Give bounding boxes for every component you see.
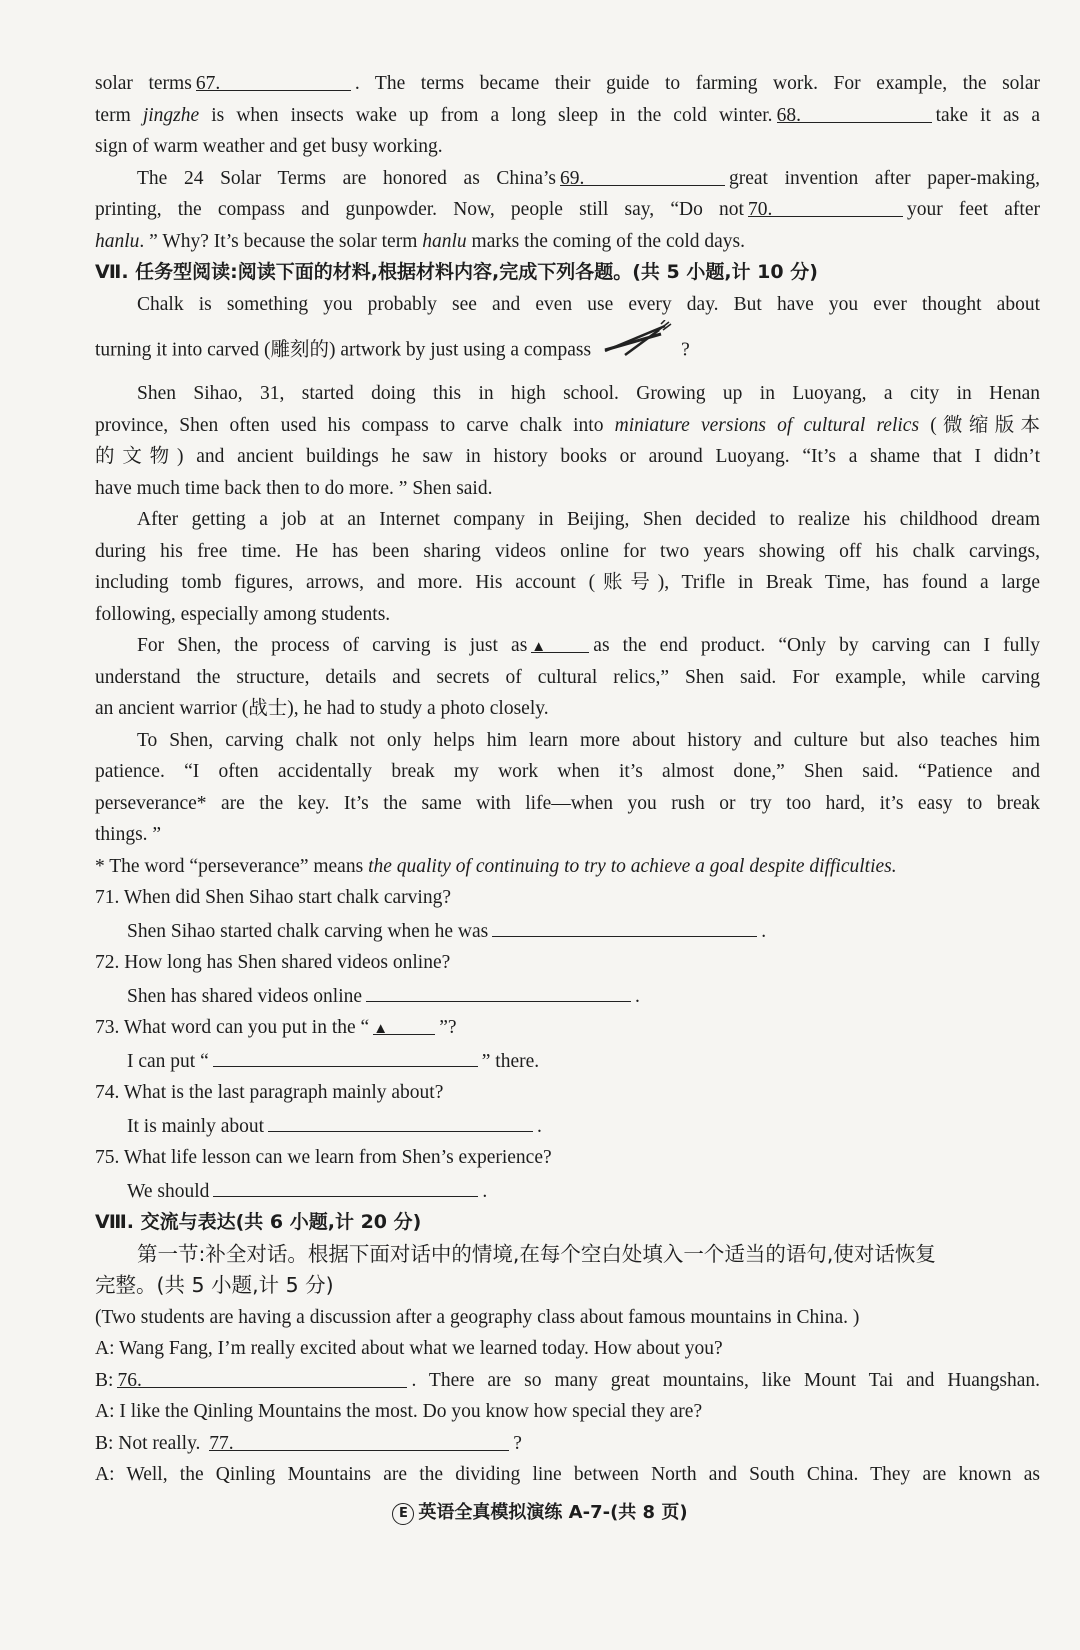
section-8-instruction-line-1: 第一节:补全对话。根据下面对话中的情境,在每个空白处填入一个适当的语句,使对话恢复 <box>137 1241 936 1266</box>
reading-p3-line-3: including tomb figures, arrows, and more. His account (账号), Trifle in Break Time, has found a large <box>95 572 1040 593</box>
answer-blank-74[interactable] <box>268 1109 533 1132</box>
reading-p3-line-4: following, especially among students. <box>95 603 391 625</box>
reading-p2-line-2: province, Shen often used his compass to carve chalk into miniature versions of cultural relics (微缩版本 <box>95 414 1041 436</box>
answer-73: I can put “ ” there. <box>95 1044 1040 1078</box>
answer-blank-67[interactable]: 67. <box>196 68 351 91</box>
passage-line-6: hanlu. ” Why? It’s because the solar term hanlu marks the coming of the cold days. <box>95 230 746 252</box>
triangle-blank[interactable]: ▲ <box>531 630 589 653</box>
dialogue-line-a1: A: Wang Fang, I’m really excited about what we learned today. How about you? <box>95 1338 723 1359</box>
question-74: 74. What is the last paragraph mainly about? <box>95 1082 444 1103</box>
section-8-heading: Ⅷ. 交流与表达(共 6 小题,计 20 分) <box>95 1211 422 1233</box>
dialogue-line-b1: B: 76. . There are so many great mountains, like Mount Tai and Huangshan. <box>95 1365 1040 1397</box>
answer-blank-72[interactable] <box>366 979 631 1002</box>
reading-p2-line-3: 的文物) and ancient buildings he saw in history books or around Luoyang. “It’s a shame that I didn’t <box>95 446 1040 467</box>
reading-p1-line-1: Chalk is something you probably see and even use every day. But have you ever thought about <box>137 293 1040 315</box>
page-footer: E 英语全真模拟演练 A-7-(共 8 页) <box>0 1498 1080 1525</box>
reading-p4-line-3: an ancient warrior (战士), he had to study a photo closely. <box>95 698 549 719</box>
dialogue-line-a2: A: I like the Qinling Mountains the most. Do you know how special they are? <box>95 1401 703 1422</box>
reading-p4-line-1: For Shen, the process of carving is just as ▲ as the end product. “Only by carving can I fully <box>95 630 1040 662</box>
dialogue-context: (Two students are having a discussion after a geography class about famous mountains in China. ) <box>95 1306 860 1328</box>
section-8-instruction-line-2: 完整。(共 5 小题,计 5 分) <box>95 1273 334 1297</box>
dialogue-line-a3: A: Well, the Qinling Mountains are the dividing line between North and South China. They are known as <box>95 1464 1040 1485</box>
answer-blank-73[interactable] <box>213 1044 478 1067</box>
question-73: 73. What word can you put in the “ ▲ ”? <box>95 1012 1040 1044</box>
reading-p5-line-3: perseverance* are the key. It’s the same with life—when you rush or try too hard, it’s easy to break <box>95 792 1040 814</box>
reading-p3-line-1: After getting a job at an Internet company in Beijing, Shen decided to realize his childhood dream <box>137 509 1040 530</box>
question-71: 71. When did Shen Sihao start chalk carving? <box>95 887 451 908</box>
answer-72: Shen has shared videos online . <box>95 979 1040 1013</box>
question-72: 72. How long has Shen shared videos online? <box>95 952 451 973</box>
compass-icon <box>603 320 673 382</box>
answer-blank-75[interactable] <box>213 1174 478 1197</box>
reading-p5-line-2: patience. “I often accidentally break my work when it’s almost done,” Shen said. “Patience and <box>95 761 1040 782</box>
answer-75: We should . <box>95 1174 1040 1208</box>
edition-mark: E <box>392 1503 414 1525</box>
question-75: 75. What life lesson can we learn from Shen’s experience? <box>95 1147 552 1168</box>
answer-blank-77[interactable]: 77. <box>209 1428 509 1451</box>
reading-p1-line-2: turning it into carved (雕刻的) artwork by just using a compass ? <box>95 320 1040 378</box>
footnote: * The word “perseverance” means the quality of continuing to try to achieve a goal despite difficulties. <box>95 855 897 877</box>
answer-74: It is mainly about . <box>95 1109 1040 1143</box>
passage-line-5: printing, the compass and gunpowder. Now, people still say, “Do not 70. your feet after <box>95 194 1040 226</box>
passage-line-2: term jingzhe is when insects wake up from a long sleep in the cold winter. 68. take it as a <box>95 100 1040 132</box>
answer-blank-69[interactable]: 69. <box>560 163 725 186</box>
reading-p4-line-2: understand the structure, details and secrets of cultural relics,” Shen said. For example, while carving <box>95 666 1040 688</box>
answer-blank-71[interactable] <box>492 914 757 937</box>
answer-blank-70[interactable]: 70. <box>748 194 903 217</box>
reading-p5-line-1: To Shen, carving chalk not only helps him learn more about history and culture but also teaches him <box>137 729 1040 751</box>
passage-line-4: The 24 Solar Terms are honored as China’s 69. great invention after paper-making, <box>95 163 1040 195</box>
section-7-heading: Ⅶ. 任务型阅读:阅读下面的材料,根据材料内容,完成下列各题。(共 5 小题,计 10 分) <box>95 261 818 283</box>
passage-line-1: solar terms 67. . The terms became their guide to farming work. For example, the solar <box>95 68 1040 100</box>
reading-p2-line-4: have much time back then to do more. ” Shen said. <box>95 477 493 499</box>
passage-line-3: sign of warm weather and get busy working. <box>95 136 443 157</box>
reading-p3-line-2: during his free time. He has been sharing videos online for two years showing off his chalk carvings, <box>95 540 1040 562</box>
answer-blank-68[interactable]: 68. <box>777 100 932 123</box>
answer-71: Shen Sihao started chalk carving when he was . <box>95 914 1040 948</box>
reading-p5-line-4: things. ” <box>95 824 162 845</box>
reading-p2-line-1: Shen Sihao, 31, started doing this in high school. Growing up in Luoyang, a city in Henan <box>137 383 1040 404</box>
question-73-triangle: ▲ <box>373 1012 435 1035</box>
answer-blank-76[interactable]: 76. <box>117 1365 407 1388</box>
dialogue-line-b2: B: Not really. 77. ? <box>95 1428 1040 1460</box>
